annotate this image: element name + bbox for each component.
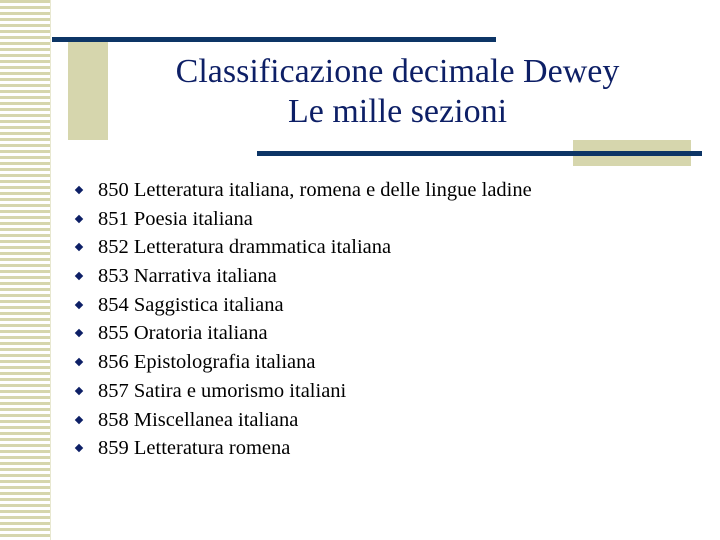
list-item-text: 850 Letteratura italiana, romena e delle lingue ladine — [98, 179, 532, 201]
striped-margin-decoration — [0, 0, 50, 540]
diamond-bullet-icon — [75, 358, 83, 366]
list-item-text: 857 Satira e umorismo italiani — [98, 379, 347, 402]
slide-title-line2: Le mille sezioni — [287, 93, 508, 130]
list-item-text: 859 Letteratura romena — [98, 437, 291, 460]
diamond-bullet-icon — [75, 415, 83, 423]
list-item — [76, 291, 532, 320]
list-item — [76, 434, 532, 463]
list-item-text: 856 Epistolografia italiana — [98, 351, 316, 374]
diamond-bullet-icon — [75, 214, 83, 222]
list-item — [76, 176, 532, 205]
slide-title — [120, 52, 675, 132]
list-item-text: 851 Poesia italiana — [98, 207, 253, 230]
diamond-bullet-icon — [75, 387, 83, 395]
diamond-bullet-icon — [75, 444, 83, 452]
list-item — [76, 348, 532, 377]
bullet-list — [76, 176, 532, 463]
diamond-bullet-icon — [75, 329, 83, 337]
list-item-text: 853 Narrativa italiana — [98, 265, 277, 288]
list-item — [76, 406, 532, 435]
diamond-bullet-icon — [75, 186, 83, 194]
list-item-text: 855 Oratoria italiana — [98, 322, 268, 345]
list-item — [76, 205, 532, 234]
list-item-text: 852 Letteratura drammatica italiana — [98, 236, 392, 259]
list-item-text: 858 Miscellanea italiana — [98, 408, 299, 431]
title-bottom-rule — [257, 151, 702, 156]
title-top-rule — [52, 37, 496, 42]
slide-title-line1: Classificazione decimale Dewey — [175, 53, 620, 90]
margin-edge-line — [50, 0, 51, 540]
list-item-text: 854 Saggistica italiana — [98, 293, 284, 316]
title-beige-block — [68, 40, 108, 140]
diamond-bullet-icon — [75, 272, 83, 280]
diamond-bullet-icon — [75, 301, 83, 309]
list-item — [76, 319, 532, 348]
list-item — [76, 233, 532, 262]
list-item — [76, 377, 532, 406]
diamond-bullet-icon — [75, 243, 83, 251]
list-item — [76, 262, 532, 291]
